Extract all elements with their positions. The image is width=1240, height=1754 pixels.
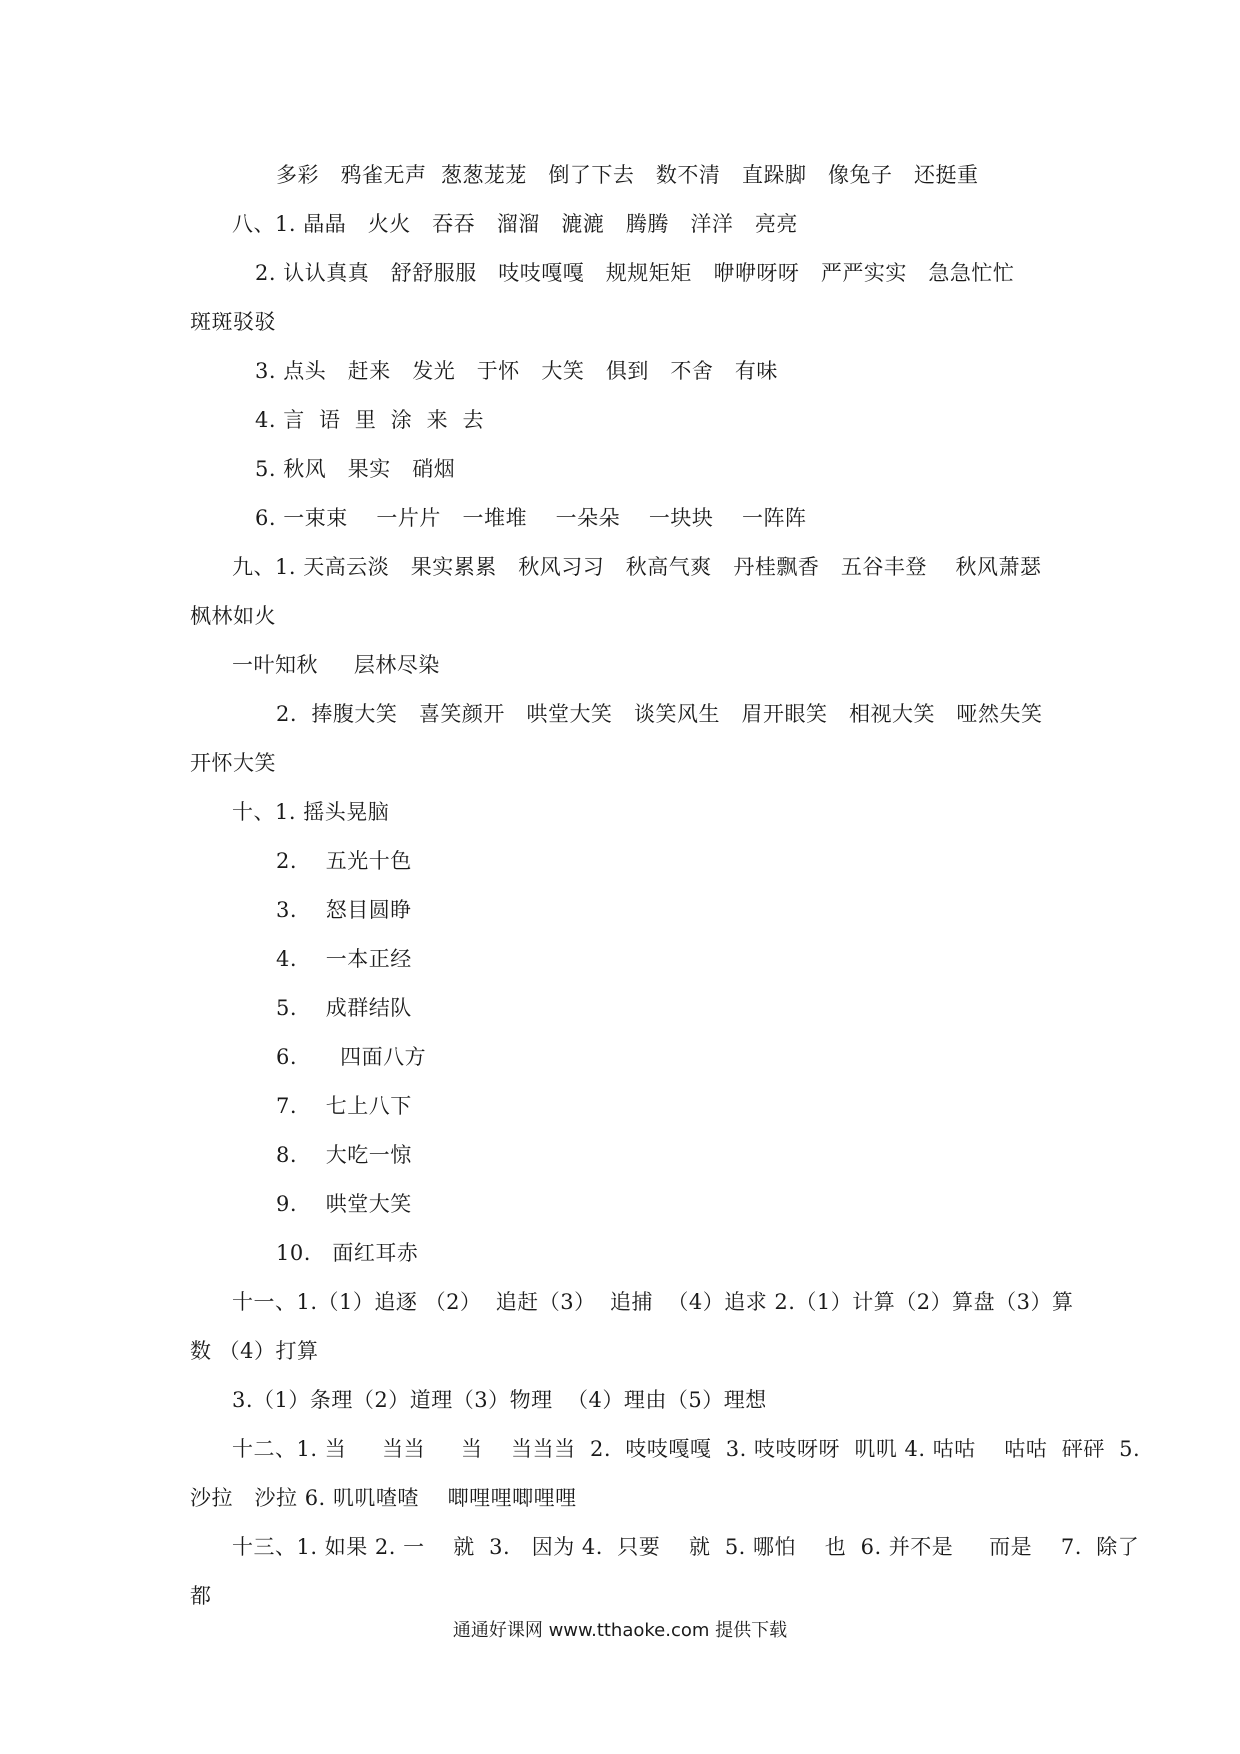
text-line: 2. 五光十色 (276, 849, 412, 873)
text-line: 十、1. 摇头晃脑 (232, 800, 390, 824)
text-line: 2. 认认真真 舒舒服服 吱吱嘎嘎 规规矩矩 咿咿呀呀 严严实实 急急忙忙 (255, 261, 1015, 285)
text-line: 7. 七上八下 (276, 1094, 412, 1118)
text-line: 十二、1. 当 当当 当 当当当 2. 吱吱嘎嘎 3. 吱吱呀呀 叽叽 4. 咕咕 咕咕 砰砰 5. (232, 1437, 1141, 1461)
text-line: 十一、1.（1）追逐 （2） 追赶（3） 追捕 （4）追求 2.（1）计算（2）算盘（3）算 (232, 1290, 1074, 1314)
text-line: 10. 面红耳赤 (276, 1241, 419, 1265)
text-line: 都 (190, 1584, 212, 1608)
text-line: 九、1. 天高云淡 果实累累 秋风习习 秋高气爽 丹桂飘香 五谷丰登 秋风萧瑟 (232, 555, 1042, 579)
text-line: 2. 捧腹大笑 喜笑颜开 哄堂大笑 谈笑风生 眉开眼笑 相视大笑 哑然失笑 (276, 702, 1043, 726)
text-line: 十三、1. 如果 2. 一 就 3. 因为 4. 只要 就 5. 哪怕 也 6. 并不是 而是 7. 除了 (232, 1535, 1140, 1559)
text-line: 沙拉 沙拉 6. 叽叽喳喳 唧哩哩唧哩哩 (190, 1486, 577, 1510)
text-line: 多彩 鸦雀无声 葱葱茏茏 倒了下去 数不清 直跺脚 像兔子 还挺重 (276, 163, 979, 187)
text-line: 八、1. 晶晶 火火 吞吞 溜溜 漉漉 腾腾 洋洋 亮亮 (232, 212, 798, 236)
text-line: 斑斑驳驳 (190, 310, 276, 334)
text-line: 5. 秋风 果实 硝烟 (255, 457, 456, 481)
text-line: 4. 言 语 里 涂 来 去 (255, 408, 484, 432)
text-line: 5. 成群结队 (276, 996, 412, 1020)
text-line: 3. 点头 赶来 发光 于怀 大笑 俱到 不舍 有味 (255, 359, 778, 383)
text-line: 6. 四面八方 (276, 1045, 427, 1069)
text-line: 枫林如火 (190, 604, 276, 628)
text-line: 开怀大笑 (190, 751, 276, 775)
page-footer: 通通好课网 www.tthaoke.com 提供下载 (452, 1620, 788, 1641)
text-line: 3.（1）条理（2）道理（3）物理 （4）理由（5）理想 (232, 1388, 767, 1412)
text-line: 6. 一束束 一片片 一堆堆 一朵朵 一块块 一阵阵 (255, 506, 807, 530)
text-line: 一叶知秋 层林尽染 (232, 653, 440, 677)
text-line: 9. 哄堂大笑 (276, 1192, 412, 1216)
text-line: 4. 一本正经 (276, 947, 412, 971)
text-line: 3. 怒目圆睁 (276, 898, 412, 922)
text-line: 数 （4）打算 (190, 1339, 319, 1363)
text-line: 8. 大吃一惊 (276, 1143, 412, 1167)
